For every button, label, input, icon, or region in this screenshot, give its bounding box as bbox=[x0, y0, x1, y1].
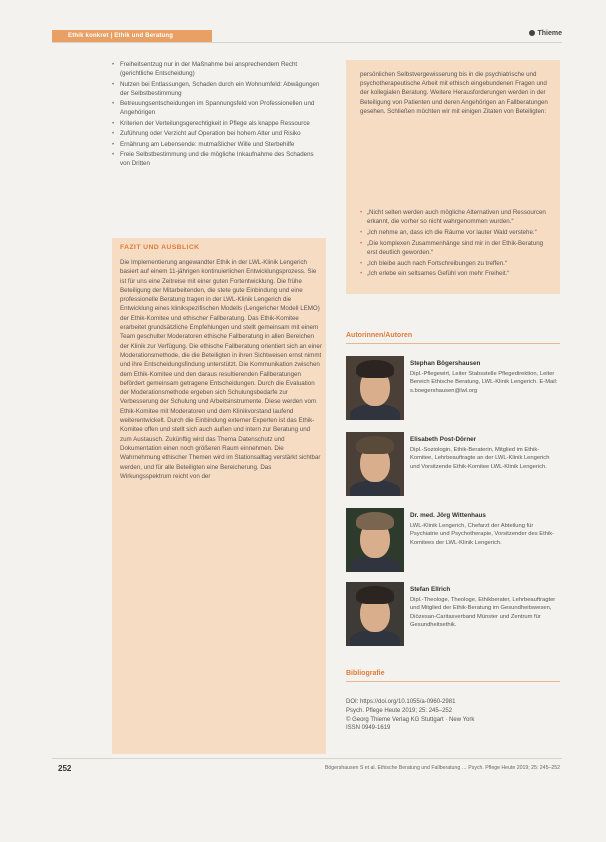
list-item: • Zuführung oder Verzicht auf Operation bei hohem Alter und Risiko bbox=[112, 129, 324, 138]
author-photo bbox=[346, 432, 404, 496]
author-description: Dipl.-Soziologin, Ethik-Beraterin, Mitglied im Ethik-Komitee, Lehrbeauftragte an der LWL-Klinik Lengerich und Vorsitzende Ethik-Komitee LWL-Klinik Lengerich. bbox=[410, 447, 550, 470]
author-card bbox=[346, 508, 560, 572]
section-header: Ethik konkret | Ethik und Beratung bbox=[52, 30, 212, 42]
publisher-name: Thieme bbox=[537, 30, 562, 37]
quote-item: • „Nicht selten werden auch mögliche Alternativen und Ressourcen erkannt, die vorher so nicht wahrgenommen wurden.“ bbox=[360, 208, 554, 226]
quote-item: • „Ich bleibe auch nach Fortschreibungen zu treffen.“ bbox=[360, 259, 554, 268]
bibliography-heading: Bibliografie bbox=[346, 670, 385, 677]
author-name: Stefan Ellrich bbox=[410, 586, 451, 593]
quote-item: • „Ich erlebe ein seltsames Gefühl von mehr Freiheit.“ bbox=[360, 269, 554, 278]
list-item: • Kriterien der Verteilungsgerechtigkeit in Pflege als knappe Ressource bbox=[112, 119, 324, 128]
author-name: Elisabeth Post-Dörner bbox=[410, 436, 477, 443]
bibliography-divider bbox=[346, 681, 560, 682]
author-card bbox=[346, 582, 560, 646]
list-item: • Betreuungsentscheidungen im Spannungsfeld von Professionellen und Angehörigen bbox=[112, 99, 324, 117]
author-photo bbox=[346, 508, 404, 572]
authors-divider bbox=[346, 343, 560, 344]
publisher-logo-icon bbox=[529, 30, 535, 36]
author-photo bbox=[346, 356, 404, 420]
list-item: • Nutzen bei Entlassungen, Schaden durch ein Wohnumfeld: Abwägungen der Selbstbestimmung bbox=[112, 80, 324, 98]
author-description: LWL-Klinik Lengerich, Chefarzt der Abteilung für Psychiatrie und Psychotherapie, Vorsitzender des Ethik-Komitees der LWL-Klinik Lengerich. bbox=[410, 523, 555, 546]
conclusion-title: FAZIT UND AUSBLICK bbox=[120, 244, 200, 251]
quote-item: • „Die komplexen Zusammenhänge sind mir in der Ethik-Beratung erst deutlich geworden.“ bbox=[360, 239, 554, 257]
list-item: • Ernährung am Lebensende: mutmaßlicher Wille und Sterbehilfe bbox=[112, 140, 324, 149]
left-bullet-section bbox=[112, 60, 324, 170]
publisher-tag bbox=[529, 30, 562, 37]
quote-intro: persönlichen Selbstvergewisserung bis in die psychiatrische und psychotherapeutische Arbeit mit ethisch eingebundenen Fragen und der kollegialen Beratung. Weitere Herausforderungen werden in der Beteiligung von Patienten und deren Angehörigen an Fallberatungen gesehen. Schließen möchten wir mit einigen Zitaten von Beteiligten: bbox=[360, 71, 548, 115]
header-divider bbox=[52, 42, 562, 43]
author-photo bbox=[346, 582, 404, 646]
topic-list bbox=[112, 60, 324, 168]
list-item: • Freie Selbstbestimmung und die mögliche Inkaufnahme des Schadens von Dritten bbox=[112, 150, 324, 168]
conclusion-box bbox=[112, 238, 326, 754]
author-name: Stephan Bögershausen bbox=[410, 360, 481, 367]
quote-item: • „Ich nehme an, dass ich die Räume vor lauter Wald verstehe.“ bbox=[360, 228, 554, 237]
list-item: • Freiheitsentzug nur in der Maßnahme bei ansprechendem Recht (gerichtliche Entscheidung) bbox=[112, 60, 324, 78]
author-name: Dr. med. Jörg Wittenhaus bbox=[410, 512, 486, 519]
author-description: Dipl.-Theologe, Theologe, Ethikberater, Lehrbeauftragter und Mitglied der Ethik-Beratung im Gesundheitswesen, Diözesan-Caritasverband Münster und Zentrum für Gesundheitsethik. bbox=[410, 597, 556, 629]
author-card bbox=[346, 356, 560, 420]
quote-list bbox=[360, 208, 554, 280]
author-card bbox=[346, 432, 560, 496]
footer-citation: Bögershausen S et al. Ethische Beratung und Fallberatung … Psych. Pflege Heute 2019; 25: 245–252 bbox=[324, 765, 560, 771]
footer-divider bbox=[52, 758, 562, 759]
conclusion-text: Die Implementierung angewandter Ethik in der LWL-Klinik Lengerich basiert auf einem 11-jährigen kontinuierlichen Entwicklungsprozess. Sie ist für uns eine Zeitreise mit einer guten Fortentwicklung. Die frühe Beteiligung der Mitarbeitenden, die stete gute Einbindung und eine professionelle Beratung tragen in der LWL-Klinik Lengerich die Entwicklung eines klinikspezifischen Modells (Lengericher Modell LEMO) der Ethik-Komitee und ethischer Fallberatung. Das Ethik-Komitee erarbeitet grundsätzliche Empfehlungen und stellt gemeinsam mit einem Team geschulter Moderatoren ethische Fallberatung in allen Bereichen der Klinik zur Verfügung. Die ethische Fallberatung orientiert sich an einer Moderationsmethode, die die Beteiligten in ihren Sichtweisen ernst nimmt und ihre Entscheidungsfindung unterstützt. Die Kommunikation zwischen dem Ethik-Komitee und den daraus resultierenden Fallberatungen befördert gemeinsam getragene Entscheidungen. Durch die Evaluation der Moderationsmethode ergeben sich Schulungsbedarfe zur Verbesserung der Schulung und Arbeitsinstrumente. Diese werden vom Ethik-Komitee mit Moderatoren und dem Klinikvorstand laufend weiterentwickelt. Durch die Einbindung externer Experten ist das Ethik-Komitee offen und stellt sich auch außen und intern zur Beratung und zum Austausch. Zukünftig wird das Thema Datenschutz und Dokumentation einen noch größeren Raum einnehmen. Die Wahrnehmung ethischer Themen wird im Stationsalltag verstärkt sichtbar werden, und für alle Beteiligten eine Bereicherung. Das Wirkungsspektrum reicht von der bbox=[120, 259, 322, 480]
journal-citation: Psych. Pflege Heute 2019; 25: 245–252 bbox=[346, 707, 453, 714]
bibliography-block bbox=[346, 698, 560, 733]
doi-link[interactable]: DOI: https://doi.org/10.1055/a-0960-2981 bbox=[346, 699, 456, 705]
authors-heading: Autorinnen/Autoren bbox=[346, 332, 413, 339]
copyright-line: © Georg Thieme Verlag KG Stuttgart · New York bbox=[346, 716, 475, 723]
issn-line: ISSN 0949-1619 bbox=[346, 725, 391, 732]
author-description: Dipl.-Pflegewirt, Leiter Stabsstelle Pflegedirektion, Leiter Bereich Ethische Beratung, LWL-Klinik Lengerich. E-Mail: s.boegershausen@lwl.org bbox=[410, 371, 558, 394]
quote-box bbox=[346, 60, 560, 294]
page-number: 252 bbox=[58, 764, 72, 773]
